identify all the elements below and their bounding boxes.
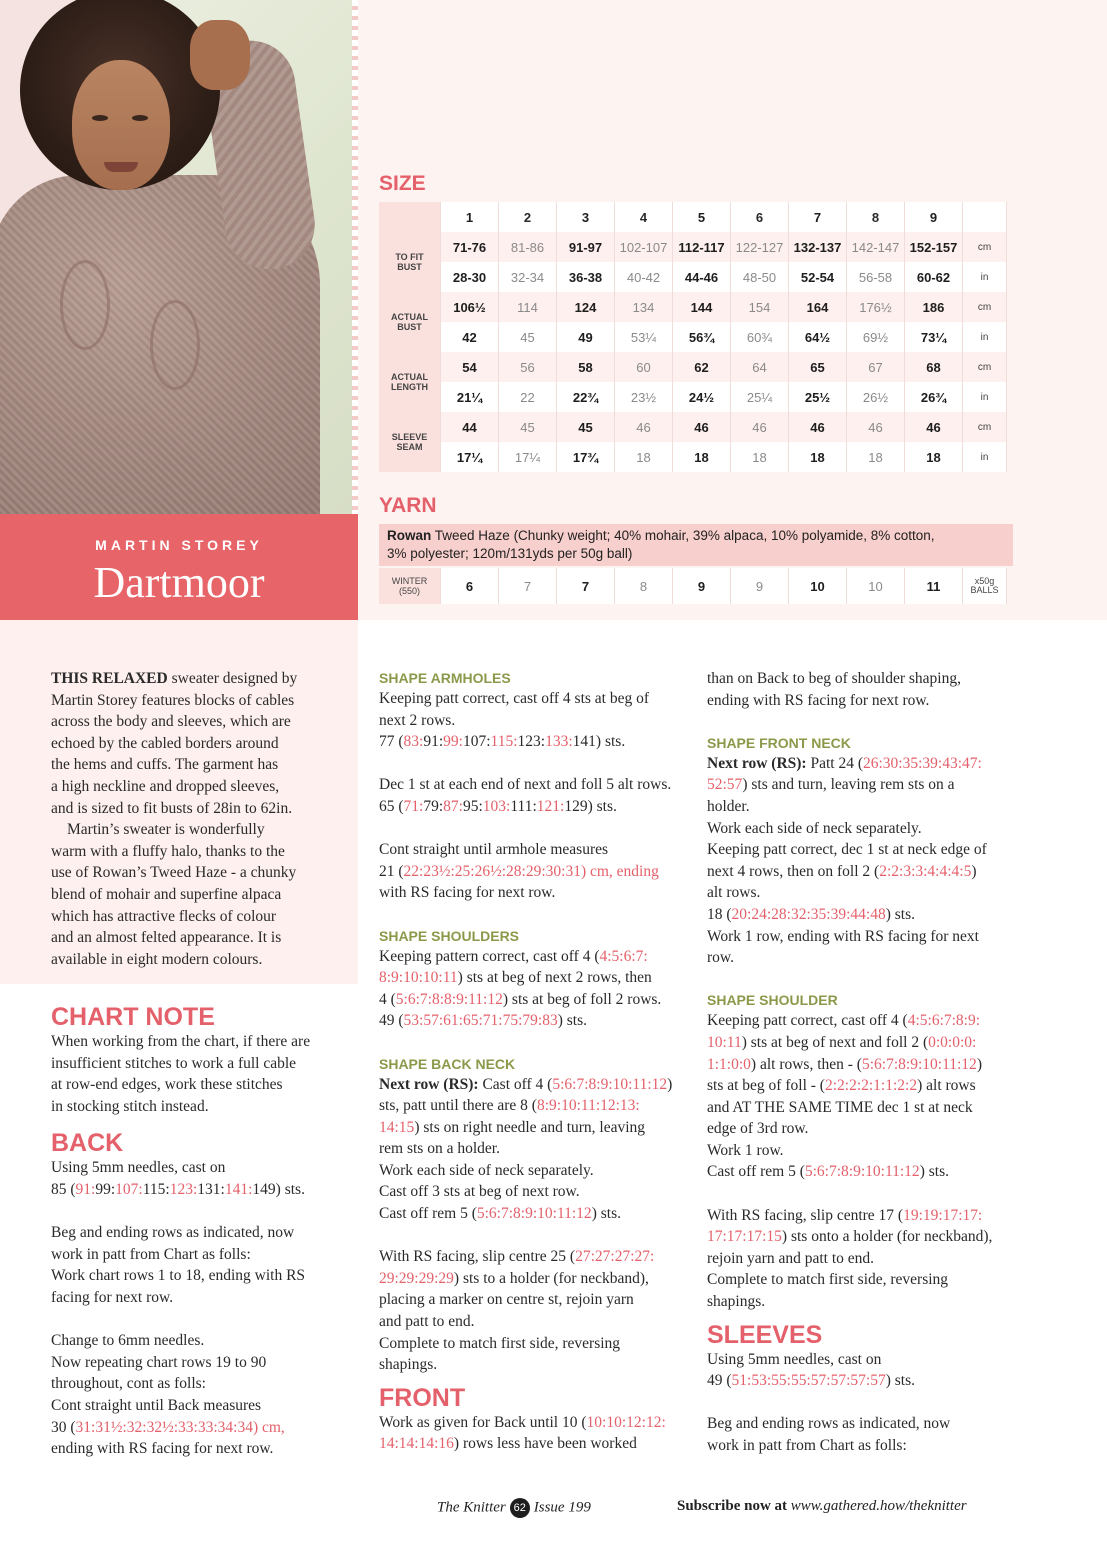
size-row <box>379 232 1007 262</box>
chart-note-line: insufficient stitches to work a full cable <box>51 1054 297 1072</box>
text-line: Cast off 3 sts at beg of next row. <box>379 1183 580 1201</box>
size-value: 112-117 <box>673 232 731 262</box>
magazine-name: The Knitter <box>437 1499 506 1516</box>
shape-shoulder-heading: SHAPE SHOULDER <box>707 992 838 1009</box>
unit-blank <box>963 202 1007 232</box>
size-value: 122-127 <box>731 232 789 262</box>
text-line: shapings. <box>707 1293 766 1311</box>
size-value: 186 <box>905 292 963 322</box>
yarn-unit <box>963 568 1007 604</box>
size-number: 2 <box>499 202 557 232</box>
footer-subscribe <box>677 1498 967 1515</box>
size-value: 124 <box>557 292 615 322</box>
unit-label: cm <box>963 352 1007 382</box>
yarn-ball-count: 8 <box>615 568 673 604</box>
text-line: Work each side of neck separately. <box>707 819 922 837</box>
yarn-heading: YARN <box>379 494 437 517</box>
text-line: Dec 1 st at each end of next and foll 5 alt rows. <box>379 776 672 794</box>
size-value: 71-76 <box>441 232 499 262</box>
text-line: Keeping pattern correct, cast off 4 (4:5:6:7: <box>379 947 648 965</box>
size-value: 46 <box>789 412 847 442</box>
size-value: 49 <box>557 322 615 352</box>
size-value: 32-34 <box>499 262 557 292</box>
model-photo <box>0 0 358 514</box>
size-value: 142-147 <box>847 232 905 262</box>
yarn-ball-count: 7 <box>557 568 615 604</box>
size-value: 17¼ <box>441 442 499 472</box>
shape-back-neck-heading: SHAPE BACK NECK <box>379 1055 516 1072</box>
size-value: 58 <box>557 352 615 382</box>
back-line: facing for next row. <box>51 1288 174 1306</box>
size-value: 48-50 <box>731 262 789 292</box>
text-line: 4 (5:6:7:8:8:9:11:12) sts at beg of foll 2 rows. <box>379 990 662 1008</box>
label-part: BUST <box>397 262 422 272</box>
shape-armholes-heading: SHAPE ARMHOLES <box>379 670 511 686</box>
yarn-row <box>379 568 1007 604</box>
photo-hand <box>190 20 250 90</box>
unit-label: cm <box>963 292 1007 322</box>
size-value: 56 <box>499 352 557 382</box>
back-line: Cont straight until Back measures <box>51 1396 262 1414</box>
size-row <box>379 442 1007 472</box>
size-value: 134 <box>615 292 673 322</box>
text-line: placing a marker on centre st, rejoin yarn <box>379 1291 634 1309</box>
size-value: 18 <box>847 442 905 472</box>
size-value: 17¼ <box>499 442 557 472</box>
column-1 <box>51 1003 351 1460</box>
size-number: 7 <box>789 202 847 232</box>
size-value: 22¾ <box>557 382 615 412</box>
size-value: 45 <box>557 412 615 442</box>
size-value: 46 <box>847 412 905 442</box>
text-line: row. <box>707 949 734 967</box>
text-line: rem sts on a holder. <box>379 1140 500 1158</box>
size-table <box>379 202 1007 472</box>
back-line: Work chart rows 1 to 18, ending with RS <box>51 1267 306 1285</box>
unit-label: cm <box>963 412 1007 442</box>
label-part: SEAM <box>396 442 423 452</box>
size-value: 164 <box>789 292 847 322</box>
label-part: ACTUAL <box>391 312 428 322</box>
intro-line: the hems and cuffs. The garment has <box>51 756 279 774</box>
size-value: 144 <box>673 292 731 322</box>
intro-line: Martin Storey features blocks of cables <box>51 691 295 709</box>
text-line: Complete to match first side, reversing <box>707 1271 949 1289</box>
size-number: 8 <box>847 202 905 232</box>
size-header-row <box>379 202 1007 232</box>
text-line: next 2 rows. <box>379 711 456 729</box>
yarn-ball-count: 11 <box>905 568 963 604</box>
text-line: Work each side of neck separately. <box>379 1161 594 1179</box>
intro-text <box>51 668 351 970</box>
back-line: throughout, cont as folls: <box>51 1375 206 1393</box>
back-line: 85 (91:99:107:115:123:131:141:149) sts. <box>51 1180 305 1198</box>
size-value: 68 <box>905 352 963 382</box>
size-row <box>379 262 1007 292</box>
size-value: 132-137 <box>789 232 847 262</box>
text-line: 14:15) sts on right needle and turn, leaving <box>379 1118 646 1136</box>
size-value: 60 <box>615 352 673 382</box>
intro-line: and an almost felted appearance. It is <box>51 929 282 947</box>
size-value: 64½ <box>789 322 847 352</box>
chart-note-line: in stocking stitch instead. <box>51 1097 209 1115</box>
size-value: 24½ <box>673 382 731 412</box>
text-line: Work as given for Back until 10 (10:10:12:12: <box>379 1413 666 1431</box>
unit-label: in <box>963 322 1007 352</box>
size-number: 5 <box>673 202 731 232</box>
text-line: and AT THE SAME TIME dec 1 st at neck <box>707 1098 973 1116</box>
text-line: Beg and ending rows as indicated, now <box>707 1415 951 1433</box>
text-line: With RS facing, slip centre 17 (19:19:17:17: <box>707 1206 983 1224</box>
text-line: 65 (71:79:87:95:103:111:121:129) sts. <box>379 797 617 815</box>
intro-line: warm with a fluffy halo, thanks to the <box>51 842 285 860</box>
size-row <box>379 382 1007 412</box>
text-line: shapings. <box>379 1356 438 1374</box>
yarn-ball-count: 6 <box>441 568 499 604</box>
text-line: 8:9:10:10:11) sts at beg of next 2 rows, then <box>379 969 652 987</box>
column-3 <box>707 668 1017 1457</box>
yarn-description <box>379 524 1013 566</box>
text-line: Cast off rem 5 (5:6:7:8:9:10:11:12) sts. <box>707 1163 949 1181</box>
label-part: BUST <box>397 322 422 332</box>
shape-shoulders-heading: SHAPE SHOULDERS <box>379 927 520 944</box>
text-line: edge of 3rd row. <box>707 1120 809 1138</box>
intro-line: echoed by the cabled borders around <box>51 734 279 752</box>
intro-line: which has attractive flecks of colour <box>51 907 277 925</box>
yarn-ball-count: 10 <box>789 568 847 604</box>
text-line: rejoin yarn and patt to end. <box>707 1249 875 1267</box>
text-line: Keeping patt correct, cast off 4 sts at beg of <box>379 690 650 707</box>
text-line: 77 (83:91:99:107:115:123:133:141) sts. <box>379 733 626 751</box>
size-value: 73¼ <box>905 322 963 352</box>
unit-label: cm <box>963 232 1007 262</box>
size-value: 18 <box>905 442 963 472</box>
size-number: 3 <box>557 202 615 232</box>
text-line: Work 1 row, ending with RS facing for next <box>707 927 979 945</box>
text-line: next 4 rows, then on foll 2 (2:2:3:3:4:4:4:5) <box>707 862 977 880</box>
unit-label: in <box>963 442 1007 472</box>
size-value: 25¼ <box>731 382 789 412</box>
text-line: sts at beg of foll - (2:2:2:2:1:1:2:2) alt rows <box>707 1077 976 1095</box>
size-value: 46 <box>731 412 789 442</box>
size-value: 67 <box>847 352 905 382</box>
text-line: Cast off rem 5 (5:6:7:8:9:10:11:12) sts. <box>379 1205 621 1223</box>
back-line: Now repeating chart rows 19 to 90 <box>51 1353 267 1371</box>
text-line: than on Back to beg of shoulder shaping, <box>707 670 961 687</box>
size-value: 176½ <box>847 292 905 322</box>
text-line: holder. <box>707 797 750 815</box>
text-line: Next row (RS): Patt 24 (26:30:35:39:43:47: <box>707 754 982 772</box>
text-line: Complete to match first side, reversing <box>379 1334 621 1352</box>
text-line: 52:57) sts and turn, leaving rem sts on a <box>707 776 955 794</box>
size-value: 56-58 <box>847 262 905 292</box>
size-value: 26½ <box>847 382 905 412</box>
size-number: 6 <box>731 202 789 232</box>
size-value: 52-54 <box>789 262 847 292</box>
shape-front-neck-heading: SHAPE FRONT NECK <box>707 734 851 751</box>
yarn-ball-count: 7 <box>499 568 557 604</box>
size-value: 91-97 <box>557 232 615 262</box>
footer-issue <box>437 1498 591 1518</box>
label-part: TO FIT <box>395 252 424 262</box>
yarn-desc-line1: Tweed Haze (Chunky weight; 40% mohair, 39% alpaca, 10% polyamide, 8% cotton, <box>431 528 935 543</box>
size-value: 44 <box>441 412 499 442</box>
photo-cable <box>150 300 200 390</box>
designer-name: MARTIN STOREY <box>95 537 263 553</box>
title-banner <box>0 514 358 620</box>
text-line: 29:29:29:29) sts to a holder (for neckband), <box>379 1269 649 1287</box>
unit-part: BALLS <box>970 585 999 595</box>
size-value: 106½ <box>441 292 499 322</box>
text-line: ending with RS facing for next row. <box>707 691 930 709</box>
size-value: 17¾ <box>557 442 615 472</box>
size-value: 56¾ <box>673 322 731 352</box>
intro-line: sweater designed by <box>167 670 298 687</box>
size-value: 46 <box>615 412 673 442</box>
size-value: 18 <box>673 442 731 472</box>
size-value: 69½ <box>847 322 905 352</box>
sleeves-heading: SLEEVES <box>707 1320 823 1349</box>
size-value: 64 <box>731 352 789 382</box>
size-value: 65 <box>789 352 847 382</box>
back-heading: BACK <box>51 1129 124 1158</box>
yarn-table <box>379 568 1007 604</box>
text-line: 18 (20:24:28:32:35:39:44:48) sts. <box>707 905 915 923</box>
photo-eye <box>132 115 148 121</box>
size-value: 18 <box>789 442 847 472</box>
text-line: Next row (RS): Cast off 4 (5:6:7:8:9:10:11:12) <box>379 1075 673 1093</box>
size-value: 22 <box>499 382 557 412</box>
intro-line: a high neckline and dropped sleeves, <box>51 777 280 795</box>
photo-eye <box>92 115 108 121</box>
size-value: 46 <box>673 412 731 442</box>
size-value: 54 <box>441 352 499 382</box>
back-line: Using 5mm needles, cast on <box>51 1159 226 1177</box>
issue-number: Issue 199 <box>533 1499 591 1516</box>
size-value: 40-42 <box>615 262 673 292</box>
size-value: 60¾ <box>731 322 789 352</box>
chart-note-heading: CHART NOTE <box>51 1003 215 1031</box>
text-line: Keeping patt correct, cast off 4 (4:5:6:7:8:9: <box>707 1012 981 1030</box>
text-line: 21 (22:23½:25:26½:28:29:30:31) cm, ending <box>379 862 659 880</box>
unit-label: in <box>963 262 1007 292</box>
label-part: SLEEVE <box>391 432 428 442</box>
text-line: work in patt from Chart as folls: <box>707 1437 907 1454</box>
label-part: LENGTH <box>391 382 428 392</box>
yarn-desc-line2: 3% polyester; 120m/131yds per 50g ball) <box>387 546 633 561</box>
unit-part: x50g <box>974 576 995 586</box>
text-line: Cont straight until armhole measures <box>379 841 609 859</box>
text-line: Using 5mm needles, cast on <box>707 1350 882 1368</box>
size-value: 154 <box>731 292 789 322</box>
text-line: 17:17:17:15) sts onto a holder (for neckband), <box>707 1228 993 1246</box>
size-value: 45 <box>499 412 557 442</box>
photo-edge-strip <box>352 0 358 514</box>
subscribe-link[interactable]: www.gathered.how/theknitter <box>790 1498 967 1514</box>
size-row <box>379 292 1007 322</box>
photo-cable <box>60 260 110 350</box>
text-line: and patt to end. <box>379 1313 475 1331</box>
yarn-ball-count: 9 <box>673 568 731 604</box>
unit-label: in <box>963 382 1007 412</box>
size-row-label <box>379 292 441 352</box>
size-row-label <box>379 352 441 412</box>
text-line: 49 (51:53:55:55:57:57:57:57) sts. <box>707 1372 915 1390</box>
chart-note-line: at row-end edges, work these stitches <box>51 1076 283 1094</box>
size-value: 42 <box>441 322 499 352</box>
text-line: Keeping patt correct, dec 1 st at neck edge of <box>707 841 987 859</box>
size-value: 81-86 <box>499 232 557 262</box>
text-line: with RS facing for next row. <box>379 884 556 902</box>
size-heading: SIZE <box>379 172 426 195</box>
size-number: 9 <box>905 202 963 232</box>
back-line: work in patt from Chart as folls: <box>51 1245 251 1263</box>
label-part: WINTER <box>391 576 428 586</box>
intro-line: Martin’s sweater is wonderfully <box>67 821 265 839</box>
size-value: 53¼ <box>615 322 673 352</box>
size-value: 60-62 <box>905 262 963 292</box>
page-number: 62 <box>510 1498 530 1518</box>
intro-line: and is sized to fit busts of 28in to 62in. <box>51 799 293 817</box>
size-header-blank <box>379 202 441 232</box>
back-line: ending with RS facing for next row. <box>51 1440 274 1458</box>
text-line: With RS facing, slip centre 25 (27:27:27:27: <box>379 1248 655 1266</box>
size-value: 26¾ <box>905 382 963 412</box>
back-line: Beg and ending rows as indicated, now <box>51 1224 295 1242</box>
size-row <box>379 322 1007 352</box>
size-value: 18 <box>615 442 673 472</box>
size-value: 23½ <box>615 382 673 412</box>
size-value: 45 <box>499 322 557 352</box>
intro-lead: THIS RELAXED <box>51 670 168 687</box>
size-value: 18 <box>731 442 789 472</box>
yarn-colour-label <box>379 568 441 604</box>
text-line: Work 1 row. <box>707 1141 784 1159</box>
size-value: 28-30 <box>441 262 499 292</box>
text-line: 14:14:14:16) rows less have been worked <box>379 1435 637 1453</box>
yarn-ball-count: 9 <box>731 568 789 604</box>
intro-line: available in eight modern colours. <box>51 950 263 968</box>
label-part: (550) <box>398 586 420 596</box>
text-line: 10:11) sts at beg of next and foll 2 (0:0:0:0: <box>707 1033 977 1051</box>
subscribe-text: Subscribe now at <box>677 1498 791 1514</box>
size-value: 44-46 <box>673 262 731 292</box>
text-line: 49 (53:57:61:65:71:75:79:83) sts. <box>379 1012 587 1030</box>
intro-line: across the body and sleeves, which are <box>51 713 291 731</box>
size-number: 4 <box>615 202 673 232</box>
text-line: sts, patt until there are 8 (8:9:10:11:12:13: <box>379 1097 640 1115</box>
size-value: 21¼ <box>441 382 499 412</box>
pattern-title: Dartmoor <box>93 558 265 607</box>
size-value: 102-107 <box>615 232 673 262</box>
column-2 <box>379 668 689 1455</box>
size-value: 46 <box>905 412 963 442</box>
size-row-label <box>379 412 441 472</box>
size-value: 114 <box>499 292 557 322</box>
label-part: ACTUAL <box>391 372 428 382</box>
size-value: 25½ <box>789 382 847 412</box>
back-line: 30 (31:31½:32:32½:33:33:34:34) cm, <box>51 1418 285 1436</box>
text-line: alt rows. <box>707 884 761 902</box>
photo-mouth <box>104 162 138 172</box>
size-row <box>379 352 1007 382</box>
yarn-brand: Rowan <box>387 528 432 543</box>
back-line: Change to 6mm needles. <box>51 1332 205 1350</box>
intro-line: use of Rowan’s Tweed Haze - a chunky <box>51 864 297 882</box>
chart-note-line: When working from the chart, if there are <box>51 1033 311 1050</box>
size-value: 152-157 <box>905 232 963 262</box>
size-value: 36-38 <box>557 262 615 292</box>
front-heading: FRONT <box>379 1383 466 1412</box>
yarn-ball-count: 10 <box>847 568 905 604</box>
size-value: 62 <box>673 352 731 382</box>
text-line: 1:1:0:0) alt rows, then - (5:6:7:8:9:10:11:12) <box>707 1055 982 1073</box>
size-row <box>379 412 1007 442</box>
size-row-label <box>379 232 441 292</box>
intro-line: blend of mohair and superfine alpaca <box>51 885 282 903</box>
size-number: 1 <box>441 202 499 232</box>
